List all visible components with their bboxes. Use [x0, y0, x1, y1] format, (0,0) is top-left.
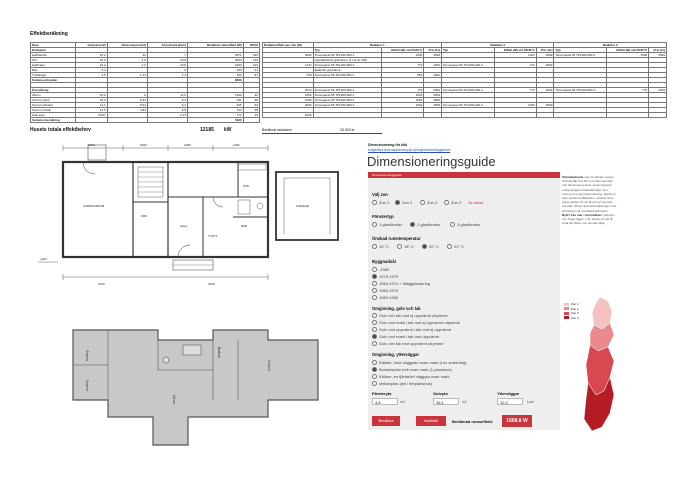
table-cell: 16,2	[76, 63, 107, 68]
table-cell: 2062	[263, 103, 314, 108]
walls-option-label: Bostadsplan helt ovan mark (1-planshus)	[379, 367, 452, 372]
table-cell: Fönsteryta (kvm)	[147, 43, 187, 48]
table-cell: Typ	[442, 48, 495, 53]
table-cell: 12,1	[76, 103, 107, 108]
table-cell	[442, 113, 495, 118]
guide-links	[368, 143, 450, 153]
table-cell: 2062	[536, 63, 554, 68]
table-cell: 43	[107, 53, 147, 58]
legend-item: Zon 4	[564, 316, 579, 321]
zone-map-link[interactable]: Se karta	[468, 200, 483, 205]
legend-swatch	[564, 303, 569, 306]
result-label: Beräknad rumseffekt:	[452, 419, 494, 424]
room-label-bad: BAD	[241, 224, 248, 228]
walls-option[interactable]	[372, 381, 432, 386]
walls-option-label: Källare, en fjärdedel väggyta ovan mark	[379, 374, 450, 379]
ceiling-option-label: Golv mot uppvärmt i tak mot ej uppvärmt	[379, 327, 452, 332]
upper-label-sovrum-2: Sovrum	[85, 380, 89, 391]
table-cell: 2062	[536, 88, 554, 93]
divider	[262, 133, 382, 134]
room-label-tvatt: TVÄTT	[208, 234, 218, 238]
table-cell: Sovrum (Söder)	[31, 103, 76, 108]
table-cell: 645	[187, 103, 243, 108]
radio-button[interactable]	[372, 313, 377, 318]
table-cell	[424, 113, 442, 118]
year-option-label: -1960	[379, 267, 390, 272]
table-cell: 772	[494, 63, 536, 68]
table-cell: Termopanel 66 TP1200-600 2	[313, 93, 382, 98]
left-effect-table	[30, 42, 260, 123]
table-cell: 2,74	[147, 113, 187, 118]
table-cell: 91	[243, 68, 259, 73]
legend-swatch	[564, 316, 569, 319]
radio-button[interactable]	[395, 200, 400, 205]
radio-button[interactable]	[372, 267, 377, 272]
radio-button[interactable]	[372, 360, 377, 365]
table-cell: Elektrisk golvvärme	[313, 68, 382, 73]
radio-button[interactable]	[397, 244, 402, 249]
table-cell: 1066	[263, 93, 314, 98]
table-cell: 392	[187, 73, 243, 78]
table-cell: 1529	[494, 103, 536, 108]
result-value: 1668.8 W	[502, 415, 532, 427]
dim-3: 2180	[184, 143, 191, 147]
table-cell	[76, 118, 107, 123]
table-cell: 16,8	[147, 58, 187, 63]
table-cell: 2062	[424, 73, 442, 78]
radio-button[interactable]	[447, 244, 452, 249]
side-heading: Värmebehovet	[562, 175, 584, 179]
ceiling-option[interactable]	[372, 313, 448, 318]
year-option[interactable]	[372, 288, 398, 293]
zone-option[interactable]	[372, 200, 389, 205]
year-heading: Byggnadsår	[372, 259, 397, 264]
walls-heading: Omgivning, ytterväggar	[372, 352, 420, 357]
dim-4: 1180	[233, 143, 240, 147]
table-cell: Typ	[554, 48, 607, 53]
floor-unit: m2	[462, 400, 467, 404]
floor-input[interactable]: 16,1	[433, 398, 459, 405]
table-cell: Sovrum (Väst)	[31, 108, 76, 113]
ceiling-option-label: Golv och tak mot uppvärmt utrymme	[379, 341, 444, 346]
table-cell: 15,87	[76, 113, 107, 118]
temperature-option-label: 20° C	[429, 244, 440, 249]
table-cell: 18,9	[76, 98, 107, 103]
upper-label-sovrum-1: Sovrum	[85, 350, 89, 361]
ceiling-option[interactable]	[372, 334, 439, 339]
table-cell: Handdukstork golvvärme (4 m2 av 100)	[313, 58, 382, 63]
table-cell: 5,4	[76, 68, 107, 73]
table-cell: 963	[382, 73, 424, 78]
table-cell: 772	[382, 88, 424, 93]
table-cell: Typ	[313, 48, 382, 53]
room-label-hall: HALL	[180, 224, 188, 228]
window-option[interactable]	[372, 222, 402, 227]
table-row	[263, 113, 667, 118]
radio-button[interactable]	[444, 200, 449, 205]
ground-floor-plan	[38, 142, 343, 292]
table-cell: 2062	[424, 63, 442, 68]
room-label-vardagsrum: VARDAGSRUM	[83, 204, 105, 208]
room-label-garage: GARAGE	[296, 204, 309, 208]
table-cell: 2003	[187, 58, 243, 63]
table-cell: 2509	[536, 103, 554, 108]
sweden-zone-map[interactable]	[578, 295, 622, 435]
table-cell: 14,6	[147, 93, 187, 98]
window-heading: Fönstertyp	[372, 214, 394, 219]
table-header-cell: Radiator 1	[313, 43, 441, 48]
table-cell: Hall/tambur	[31, 53, 76, 58]
legend-swatch	[564, 312, 569, 315]
level-mark: +0±0	[40, 257, 47, 261]
walls-option[interactable]	[372, 374, 449, 379]
table-cell: 6,4	[147, 103, 187, 108]
table-cell: 3971	[187, 53, 243, 58]
table-cell: 1064	[382, 98, 424, 103]
table-cell: WC	[31, 58, 76, 63]
upper-floor-plan	[68, 325, 343, 450]
table-cell: 1500	[607, 53, 649, 58]
table-cell: 9	[107, 93, 147, 98]
table-cell: 4,3	[107, 63, 147, 68]
table-cell: 46	[243, 93, 259, 98]
table-cell: 6849	[187, 78, 243, 83]
table-cell	[107, 118, 147, 123]
walls-option[interactable]	[372, 360, 467, 365]
table-cell: 16,8	[147, 63, 187, 68]
table-cell: Termopanel 66 TP1200-600 2	[313, 103, 382, 108]
side-body: som är räknat mycket förlustsnålt och 20°C rumstemperatur och dimensionerande utetemperatur enligt gängse förutsättningar. Om rummet har gammal isolering, plantrum eller andra förhållanden, använd dina egna värden för att få ett mer korrekt resultat. Observera att beräkningen inte tar hänsyn till ventilationsförluster.	[562, 175, 617, 213]
floor-label: Golvyta	[433, 391, 448, 396]
table-cell: 2513	[263, 88, 314, 93]
radio-button[interactable]	[372, 274, 377, 279]
table-cell: 7	[147, 53, 187, 58]
table-cell	[554, 113, 607, 118]
table-cell: 6425	[263, 113, 314, 118]
ceiling-option[interactable]	[372, 320, 460, 325]
table-header-cell: Radiator 2	[442, 43, 554, 48]
table-cell: 56	[243, 108, 259, 113]
reset-button[interactable]: Nollställ	[416, 416, 446, 426]
table-cell: 4,5	[76, 73, 107, 78]
table-cell: 2509	[424, 103, 442, 108]
right-radiator-table	[262, 42, 667, 118]
year-option-label: 1975-1979	[379, 274, 399, 279]
table-cell: 2599	[424, 53, 442, 58]
radio-button[interactable]	[420, 200, 425, 205]
table-cell: Summa entreplan	[31, 78, 76, 83]
radio-button[interactable]	[372, 200, 377, 205]
temperature-option-label: 22° C	[454, 244, 465, 249]
area-input[interactable]: 4,6	[372, 398, 398, 405]
table-cell	[607, 113, 649, 118]
table-cell: Termopanel 66 TP1200-600 2	[442, 103, 495, 108]
table-cell: 5,54	[107, 98, 147, 103]
table-cell: 5336	[187, 118, 243, 123]
table-cell: 1423	[494, 53, 536, 58]
temperature-option[interactable]	[397, 244, 414, 249]
window-option-label: 3-glasfönster	[457, 222, 481, 227]
area-unit: m2	[400, 400, 405, 404]
side-heading-2: Nytt? Läs mer i formulären:	[562, 212, 603, 217]
zone-option[interactable]	[420, 200, 437, 205]
legend-item: Zon 3	[564, 311, 579, 316]
walls-option-label: Mellanplan (del i flerplanshus)	[379, 381, 433, 386]
table-cell: 1993	[187, 63, 243, 68]
walls-option[interactable]	[372, 367, 452, 372]
upper-label-sovrum-3: Sovrum	[267, 360, 271, 371]
table-cell: 245	[243, 53, 259, 58]
year-option[interactable]	[372, 281, 430, 286]
window-option-label: 1-glasfönster	[379, 222, 403, 227]
page-title: Effektberäkning	[30, 31, 68, 37]
zone-option-label: Zon 2	[402, 200, 413, 205]
table-cell: 12,5	[76, 108, 107, 113]
window-option[interactable]	[410, 222, 440, 227]
table-cell: 16,2	[76, 53, 107, 58]
room-label-frd: FRD	[141, 214, 148, 218]
table-cell: Rumsvolym (m3)	[107, 43, 147, 48]
radio-button[interactable]	[372, 281, 377, 286]
table-cell: Termopanel 66 TP1200-600 2	[554, 53, 607, 58]
table-cell: Golvyta (m2)	[76, 43, 107, 48]
temperature-option[interactable]	[372, 244, 389, 249]
table-cell: 2062	[649, 88, 667, 93]
window-option-label: 2-glasfönster	[417, 222, 441, 227]
total-unit: kW	[224, 127, 232, 133]
radio-button[interactable]	[372, 367, 377, 372]
table-cell: 4,84	[107, 108, 147, 113]
table-cell	[382, 113, 424, 118]
table-cell: 2599	[536, 53, 554, 58]
table-cell: Termopanel 66 TP1200-600 2	[313, 63, 382, 68]
legend-swatch	[564, 307, 569, 310]
table-cell: 2062	[424, 88, 442, 93]
table-cell: Effekt (W) vid 55/45°C	[607, 48, 649, 53]
guide-title: Dimensioneringsguide	[367, 154, 496, 169]
table-cell	[147, 118, 187, 123]
year-option-label: 1950-1959	[379, 295, 399, 300]
side-body-2: Välj den zon huset ligger i. Se kartan för att få reda på vilken zon du ska välja.	[562, 212, 615, 226]
room-label-kok: KÖK	[243, 184, 250, 188]
table-cell: 1500	[382, 53, 424, 58]
ceiling-heading: Omgivning, golv och tak	[372, 306, 421, 311]
radio-button[interactable]	[372, 320, 377, 325]
table-cell: Termopanel 66 TP1200-600 2	[313, 73, 382, 78]
table-cell: W/m2	[243, 43, 259, 48]
table-cell: Termopanel 66 TP1200-600 2	[313, 53, 382, 58]
legend-item: Zon 2	[564, 307, 579, 312]
year-option-label: 1964-1974 + tilläggsisolering	[379, 281, 431, 286]
table-cell: Beräknat rumseffekt (W)	[187, 43, 243, 48]
table-cell: 2599	[649, 53, 667, 58]
ceiling-option[interactable]	[372, 341, 443, 346]
table-cell: 123	[243, 63, 259, 68]
radiator-total-label: Beräknat radiatorer	[262, 128, 292, 132]
table-cell: 1447	[263, 63, 314, 68]
map-legend	[564, 302, 579, 320]
table-cell: 2509	[424, 93, 442, 98]
table-cell	[243, 118, 259, 123]
guide-side-text	[562, 175, 618, 225]
table-cell: Effekt (W) vid 55/45°C	[494, 48, 536, 53]
table-cell: 6,5	[147, 108, 187, 113]
table-cell: 48	[243, 98, 259, 103]
dim-1: 6190	[88, 143, 95, 147]
zone-option-label: Zon 1	[379, 200, 390, 205]
table-cell: 16,2	[76, 58, 107, 63]
table-cell: 772	[187, 113, 243, 118]
table-cell: 124	[243, 58, 259, 63]
temperature-option-label: 15° C	[379, 244, 390, 249]
table-cell: 1499	[187, 93, 243, 98]
table-cell: 1,3	[147, 73, 187, 78]
zone-option-label: Zon 3	[427, 200, 438, 205]
table-cell: 1066	[263, 98, 314, 103]
temperature-heading: Önskad rumstemperatur	[372, 236, 421, 241]
guide-link-url[interactable]: bidgehepr.fpmvassvessd.pyf.de/ejsmessmmupgnbud	[368, 148, 451, 152]
radio-button[interactable]	[372, 341, 377, 346]
table-cell: Sovrum (Nor)	[31, 98, 76, 103]
table-row	[31, 118, 260, 123]
year-option[interactable]	[372, 295, 398, 300]
zone-heading: Välj zon	[372, 192, 388, 197]
table-cell: 1,44	[107, 73, 147, 78]
table-cell: 772	[607, 88, 649, 93]
table-cell: 5,54	[107, 103, 147, 108]
table-cell: Termopanel 66 TP1200-600 2	[313, 88, 382, 93]
radio-button[interactable]	[372, 295, 377, 300]
zone-option-label: Zon 4	[451, 200, 462, 205]
temperature-option[interactable]	[422, 244, 439, 249]
radio-button[interactable]	[410, 222, 415, 227]
wall-label: Ytterväggar	[497, 391, 520, 396]
dim-2: 3150	[140, 143, 147, 147]
temperature-option[interactable]	[447, 244, 464, 249]
radio-button[interactable]	[372, 327, 377, 332]
table-cell	[494, 113, 536, 118]
table-cell: 4,5	[107, 58, 147, 63]
total-label: Husets totala effektbehov	[30, 127, 91, 133]
table-cell: 2509	[424, 98, 442, 103]
table-cell: Bad	[31, 68, 76, 73]
guide-form	[368, 178, 560, 430]
table-cell: Effekt (W) vid 55/45°C	[382, 48, 424, 53]
legend-item: Zon 1	[564, 302, 579, 307]
table-cell: 3066	[263, 53, 314, 58]
table-cell: 1064	[382, 103, 424, 108]
table-cell: Pris (kr)	[649, 48, 667, 53]
year-option[interactable]	[372, 267, 389, 272]
radio-button[interactable]	[372, 374, 377, 379]
table-cell: 911	[187, 98, 243, 103]
zone-option[interactable]	[395, 200, 412, 205]
radio-button[interactable]	[450, 222, 455, 227]
table-cell: 0	[147, 68, 187, 73]
table-cell	[313, 113, 382, 118]
ceiling-option-label: Golv mot mark i tak mot ej uppvärmt utrymme	[379, 320, 460, 325]
table-cell: 87	[243, 73, 259, 78]
radio-button[interactable]	[372, 244, 377, 249]
table-cell: 772	[382, 63, 424, 68]
radio-button[interactable]	[372, 334, 377, 339]
guide-header-bar: Dimensioneringsguide	[368, 172, 560, 178]
wall-unit: Lpm	[527, 400, 534, 404]
area-label: Färsteryta	[372, 391, 392, 396]
radio-button[interactable]	[372, 381, 377, 386]
table-cell	[649, 113, 667, 118]
table-cell: 1064	[382, 93, 424, 98]
ceiling-option[interactable]	[372, 327, 451, 332]
table-cell: Pris (kr)	[536, 48, 554, 53]
wall-input[interactable]: 12,2	[497, 398, 523, 405]
table-cell: 53	[243, 103, 259, 108]
table-cell	[536, 113, 554, 118]
table-cell: Övervåning	[31, 88, 76, 93]
table-cell: Hall/trapp	[31, 63, 76, 68]
table-cell: Allrum	[31, 93, 76, 98]
year-option-label: 1960-1970	[379, 288, 399, 293]
radio-button[interactable]	[372, 222, 377, 227]
table-header-cell: Radiator 3	[554, 43, 667, 48]
table-cell: Entreplan	[31, 48, 76, 53]
table-cell: 32,9	[76, 93, 107, 98]
table-cell: Termopanel 66 TP1200-600 2	[442, 63, 495, 68]
calculate-button[interactable]: Beräkna	[372, 416, 400, 426]
table-cell: 709	[263, 73, 314, 78]
table-cell: 493	[187, 68, 243, 73]
table-cell: 703	[187, 108, 243, 113]
table-cell: Termopanel 66 TP1200-600 2	[313, 98, 382, 103]
table-cell: Summa övervåning	[31, 118, 76, 123]
upper-label-allrum: Allrum	[172, 395, 176, 405]
table-cell: Rum	[31, 43, 76, 48]
table-cell: Tvättstuga	[31, 73, 76, 78]
table-cell: Termopanel 66 TP1200-600 2	[442, 88, 495, 93]
table-cell: Pris (kr)	[424, 48, 442, 53]
table-cell: 772	[494, 88, 536, 93]
guide-link-title: Dimensionering för kök	[368, 143, 408, 147]
total-value: 12185	[200, 127, 214, 133]
temperature-option-label: 18° C	[404, 244, 415, 249]
dim-6: 3430	[208, 282, 215, 286]
table-header-cell: Radiatoreffekt per rum (W)	[263, 43, 314, 48]
table-cell: Hall uppe	[31, 113, 76, 118]
table-cell: Termopanel 66 TP1200-600 2	[554, 88, 607, 93]
table-cell: 49	[243, 113, 259, 118]
radio-button[interactable]	[422, 244, 427, 249]
dim-5: 3150	[98, 282, 105, 286]
radio-button[interactable]	[372, 288, 377, 293]
window-option[interactable]	[450, 222, 480, 227]
table-cell: 6,4	[147, 98, 187, 103]
walls-option-label: Källare, hela väggytan ovan mark (t.ex suterräng)	[379, 360, 467, 365]
year-option[interactable]	[372, 274, 398, 279]
radiator-total-value: 33 500 kr	[340, 128, 355, 132]
ceiling-option-label: Golv och tak mot ej uppvärmt utrymme	[379, 313, 448, 318]
upper-label-badrum: Badrum	[217, 347, 221, 359]
ceiling-option-label: Golv mot mark i tak mot uppvärmt	[379, 334, 440, 339]
zone-option[interactable]	[444, 200, 461, 205]
